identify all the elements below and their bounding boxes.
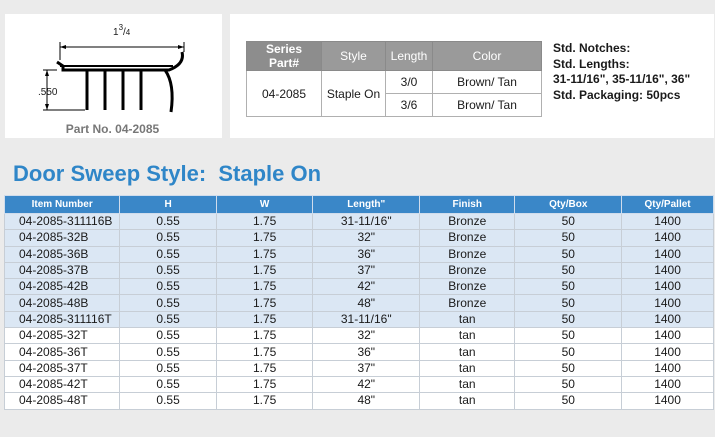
table-row xyxy=(5,360,714,376)
table-row xyxy=(5,246,714,262)
h-cell: 0.55 xyxy=(120,344,217,360)
qty-box-cell: 50 xyxy=(515,295,622,311)
col-item-number: Item Number xyxy=(5,196,120,214)
table-row xyxy=(5,344,714,360)
spec-header-length: Length xyxy=(386,42,433,71)
item-number-cell: 04-2085-311116T xyxy=(5,311,120,327)
part-number-caption: Part No. 04-2085 xyxy=(65,122,160,136)
spec-header-part: Series Part# xyxy=(247,42,322,71)
spec-panel xyxy=(230,14,714,138)
length-cell: 31-11/16" xyxy=(313,214,420,230)
qty-pallet-cell: 1400 xyxy=(622,214,714,230)
finish-cell: tan xyxy=(420,344,515,360)
spec-color-cell: Brown/ Tan xyxy=(433,94,542,117)
length-cell: 36" xyxy=(313,246,420,262)
h-cell: 0.55 xyxy=(120,214,217,230)
item-number-cell: 04-2085-32B xyxy=(5,230,120,246)
qty-pallet-cell: 1400 xyxy=(622,295,714,311)
length-cell: 36" xyxy=(313,344,420,360)
qty-box-cell: 50 xyxy=(515,230,622,246)
length-cell: 31-11/16" xyxy=(313,311,420,327)
w-cell: 1.75 xyxy=(216,393,313,409)
profile-drawing-panel xyxy=(5,14,222,138)
length-cell: 42" xyxy=(313,376,420,392)
col-w: W xyxy=(216,196,313,214)
finish-cell: tan xyxy=(420,311,515,327)
qty-box-cell: 50 xyxy=(515,344,622,360)
w-cell: 1.75 xyxy=(216,262,313,278)
finish-cell: Bronze xyxy=(420,279,515,295)
notes-notches: Std. Notches: xyxy=(553,41,631,55)
spec-header-color: Color xyxy=(433,42,542,71)
series-spec-table xyxy=(246,41,542,117)
item-number-cell: 04-2085-42T xyxy=(5,376,120,392)
qty-box-cell: 50 xyxy=(515,246,622,262)
table-row xyxy=(5,328,714,344)
w-cell: 1.75 xyxy=(216,376,313,392)
items-table-body xyxy=(5,214,714,410)
col-length: Length" xyxy=(313,196,420,214)
width-whole: 1 xyxy=(113,27,119,38)
length-cell: 48" xyxy=(313,393,420,409)
notes-lengths-value: 31-11/16", 35-11/16", 36" xyxy=(553,72,691,86)
w-cell: 1.75 xyxy=(216,344,313,360)
qty-box-cell: 50 xyxy=(515,279,622,295)
spec-length-cell: 3/6 xyxy=(386,94,433,117)
length-cell: 32" xyxy=(313,328,420,344)
qty-pallet-cell: 1400 xyxy=(622,230,714,246)
h-cell: 0.55 xyxy=(120,311,217,327)
qty-pallet-cell: 1400 xyxy=(622,376,714,392)
qty-pallet-cell: 1400 xyxy=(622,246,714,262)
h-cell: 0.55 xyxy=(120,328,217,344)
item-number-cell: 04-2085-311116B xyxy=(5,214,120,230)
qty-box-cell: 50 xyxy=(515,262,622,278)
length-cell: 32" xyxy=(313,230,420,246)
qty-pallet-cell: 1400 xyxy=(622,262,714,278)
qty-box-cell: 50 xyxy=(515,393,622,409)
item-number-cell: 04-2085-36B xyxy=(5,246,120,262)
qty-pallet-cell: 1400 xyxy=(622,311,714,327)
item-number-cell: 04-2085-42B xyxy=(5,279,120,295)
h-cell: 0.55 xyxy=(120,376,217,392)
qty-pallet-cell: 1400 xyxy=(622,360,714,376)
table-row xyxy=(5,311,714,327)
width-denominator: 4 xyxy=(125,28,131,37)
finish-cell: tan xyxy=(420,360,515,376)
col-finish: Finish xyxy=(420,196,515,214)
finish-cell: Bronze xyxy=(420,214,515,230)
finish-cell: tan xyxy=(420,393,515,409)
w-cell: 1.75 xyxy=(216,295,313,311)
qty-box-cell: 50 xyxy=(515,311,622,327)
section-title: Door Sweep Style: Staple On xyxy=(13,161,322,186)
h-cell: 0.55 xyxy=(120,262,217,278)
h-cell: 0.55 xyxy=(120,360,217,376)
w-cell: 1.75 xyxy=(216,360,313,376)
w-cell: 1.75 xyxy=(216,214,313,230)
spec-color-cell: Brown/ Tan xyxy=(433,71,542,94)
table-row xyxy=(5,262,714,278)
table-row xyxy=(5,393,714,409)
w-cell: 1.75 xyxy=(216,279,313,295)
table-row xyxy=(5,279,714,295)
finish-cell: Bronze xyxy=(420,295,515,311)
spec-length-cell: 3/0 xyxy=(386,71,433,94)
finish-cell: tan xyxy=(420,328,515,344)
col-qty-pallet: Qty/Pallet xyxy=(622,196,714,214)
h-cell: 0.55 xyxy=(120,279,217,295)
w-cell: 1.75 xyxy=(216,311,313,327)
qty-pallet-cell: 1400 xyxy=(622,328,714,344)
qty-box-cell: 50 xyxy=(515,376,622,392)
notes-lengths-label: Std. Lengths: xyxy=(553,56,630,71)
h-cell: 0.55 xyxy=(120,393,217,409)
length-cell: 37" xyxy=(313,262,420,278)
finish-cell: Bronze xyxy=(420,246,515,262)
width-dimension-label: $1^3/4$ xyxy=(113,23,131,38)
length-cell: 48" xyxy=(313,295,420,311)
h-cell: 0.55 xyxy=(120,230,217,246)
qty-pallet-cell: 1400 xyxy=(622,279,714,295)
qty-box-cell: 50 xyxy=(515,328,622,344)
finish-cell: Bronze xyxy=(420,262,515,278)
item-number-cell: 04-2085-32T xyxy=(5,328,120,344)
w-cell: 1.75 xyxy=(216,328,313,344)
spec-part-cell: 04-2085 xyxy=(247,71,322,117)
h-cell: 0.55 xyxy=(120,246,217,262)
w-cell: 1.75 xyxy=(216,230,313,246)
length-cell: 37" xyxy=(313,360,420,376)
spec-style-cell: Staple On xyxy=(322,71,386,117)
table-row xyxy=(5,214,714,230)
length-cell: 42" xyxy=(313,279,420,295)
standard-notes xyxy=(553,41,690,103)
qty-box-cell: 50 xyxy=(515,214,622,230)
table-row xyxy=(5,230,714,246)
item-number-cell: 04-2085-37B xyxy=(5,262,120,278)
spec-header-style: Style xyxy=(322,42,386,71)
h-cell: 0.55 xyxy=(120,295,217,311)
item-number-cell: 04-2085-36T xyxy=(5,344,120,360)
col-h: H xyxy=(120,196,217,214)
w-cell: 1.75 xyxy=(216,246,313,262)
notes-packaging: Std. Packaging: 50pcs xyxy=(553,87,681,102)
item-number-cell: 04-2085-48T xyxy=(5,393,120,409)
item-number-cell: 04-2085-37T xyxy=(5,360,120,376)
qty-pallet-cell: 1400 xyxy=(622,393,714,409)
item-number-cell: 04-2085-48B xyxy=(5,295,120,311)
table-row xyxy=(5,295,714,311)
col-qty-box: Qty/Box xyxy=(515,196,622,214)
finish-cell: Bronze xyxy=(420,230,515,246)
height-dimension-label: .550 xyxy=(38,87,58,98)
qty-pallet-cell: 1400 xyxy=(622,344,714,360)
finish-cell: tan xyxy=(420,376,515,392)
table-row xyxy=(5,376,714,392)
qty-box-cell: 50 xyxy=(515,360,622,376)
items-table xyxy=(4,195,714,410)
width-numerator: 3 xyxy=(118,23,124,32)
